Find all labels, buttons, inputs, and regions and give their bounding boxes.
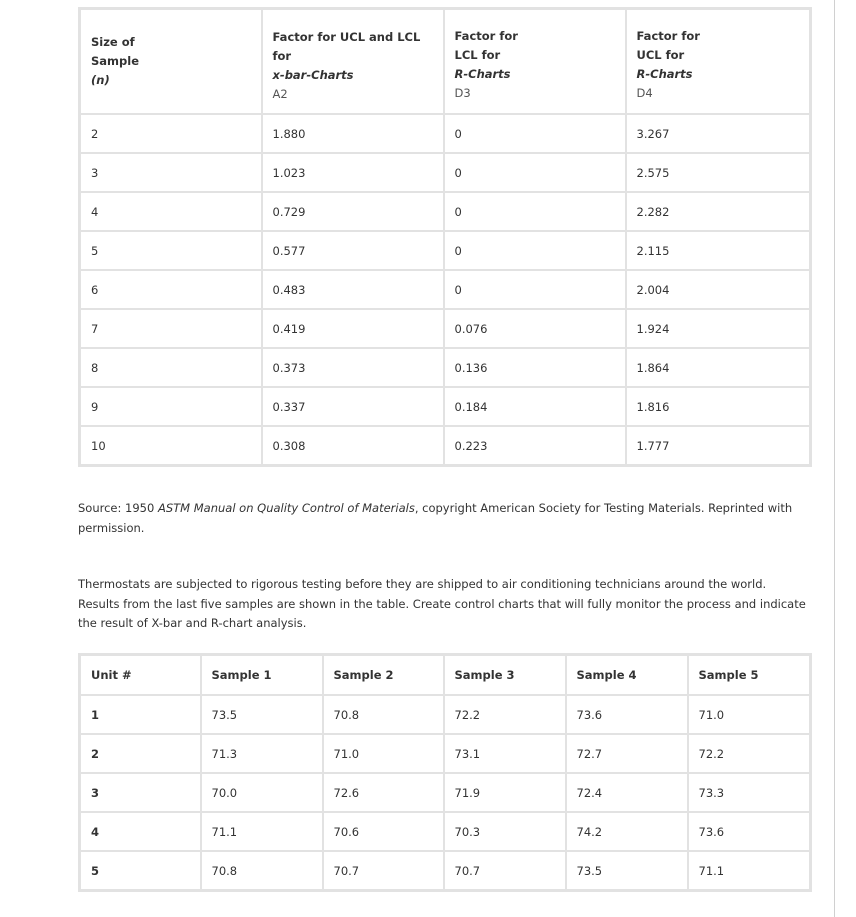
- sample-value-cell: 73.5: [566, 851, 688, 891]
- thermostat-samples-table: [78, 653, 812, 892]
- table-row: [80, 114, 811, 153]
- sample-value-cell: 72.2: [444, 695, 566, 734]
- table-cell: 0.308: [262, 426, 444, 466]
- table-cell: 1.864: [626, 348, 811, 387]
- sample-value-cell: 70.0: [201, 773, 323, 812]
- table-row: [80, 851, 811, 891]
- unit-number-cell: 3: [80, 773, 201, 812]
- sample-value-cell: 71.1: [688, 851, 811, 891]
- control-chart-factors-table: [78, 7, 812, 467]
- page-divider: [834, 0, 835, 917]
- sample-value-cell: 70.7: [323, 851, 444, 891]
- table-row: [80, 695, 811, 734]
- table-cell: 0.729: [262, 192, 444, 231]
- table-row: [80, 153, 811, 192]
- table-cell: 0.419: [262, 309, 444, 348]
- table-cell: 0.337: [262, 387, 444, 426]
- sample-value-cell: 73.3: [688, 773, 811, 812]
- sample-value-cell: 70.6: [323, 812, 444, 851]
- table-cell: 2.575: [626, 153, 811, 192]
- sample-value-cell: 70.3: [444, 812, 566, 851]
- table-row: [80, 773, 811, 812]
- table-row: [80, 309, 811, 348]
- table-row: [80, 426, 811, 466]
- table-cell: 2.115: [626, 231, 811, 270]
- table-row: [80, 348, 811, 387]
- column-header: Sample 5: [688, 655, 811, 696]
- header-d3-factor: Factor for LCL for R-Charts D3: [444, 9, 626, 115]
- table-row: [80, 231, 811, 270]
- table-cell: 9: [80, 387, 262, 426]
- table-row: [80, 387, 811, 426]
- table-cell: 8: [80, 348, 262, 387]
- sample-value-cell: 71.9: [444, 773, 566, 812]
- sample-value-cell: 73.6: [688, 812, 811, 851]
- table-cell: 1.023: [262, 153, 444, 192]
- sample-value-cell: 70.7: [444, 851, 566, 891]
- problem-paragraph: Thermostats are subjected to rigorous testing before they are shipped to air conditioning technicians around the world. Results from the last five samples are shown in the table. Create control charts that will fully monitor the process and indicate the result of X-bar and R-chart analysis.: [78, 577, 806, 630]
- table-cell: 10: [80, 426, 262, 466]
- header-a2-factor: Factor for UCL and LCL for x-bar-Charts A2: [262, 9, 444, 115]
- column-header: Sample 3: [444, 655, 566, 696]
- table-cell: 4: [80, 192, 262, 231]
- table-row: [80, 734, 811, 773]
- table-cell: 1.777: [626, 426, 811, 466]
- source-citation: Source: 1950 ASTM Manual on Quality Control of Materials, copyright American Society for Testing Materials. Reprinted with permission.: [78, 501, 793, 535]
- sample-value-cell: 71.0: [323, 734, 444, 773]
- table-header-row: [80, 9, 811, 115]
- sample-value-cell: 73.6: [566, 695, 688, 734]
- sample-value-cell: 72.4: [566, 773, 688, 812]
- sample-value-cell: 74.2: [566, 812, 688, 851]
- table-cell: 0.373: [262, 348, 444, 387]
- table-cell: 3: [80, 153, 262, 192]
- sample-value-cell: 73.1: [444, 734, 566, 773]
- table-cell: 5: [80, 231, 262, 270]
- table-cell: 1.880: [262, 114, 444, 153]
- table-row: [80, 812, 811, 851]
- table-row: [80, 270, 811, 309]
- table-cell: 0.184: [444, 387, 626, 426]
- column-header: Sample 2: [323, 655, 444, 696]
- unit-number-cell: 5: [80, 851, 201, 891]
- sample-value-cell: 71.0: [688, 695, 811, 734]
- table-cell: 2.282: [626, 192, 811, 231]
- sample-value-cell: 72.6: [323, 773, 444, 812]
- header-d4-factor: Factor for UCL for R-Charts D4: [626, 9, 811, 115]
- table-cell: 0: [444, 270, 626, 309]
- table-cell: 1.924: [626, 309, 811, 348]
- table-cell: 3.267: [626, 114, 811, 153]
- table-cell: 0: [444, 114, 626, 153]
- table-cell: 0.483: [262, 270, 444, 309]
- table-cell: 0.076: [444, 309, 626, 348]
- unit-number-cell: 2: [80, 734, 201, 773]
- unit-number-cell: 1: [80, 695, 201, 734]
- column-header: Unit #: [80, 655, 201, 696]
- table-cell: 1.816: [626, 387, 811, 426]
- table-cell: 0.577: [262, 231, 444, 270]
- sample-value-cell: 70.8: [201, 851, 323, 891]
- table-cell: 2.004: [626, 270, 811, 309]
- table-cell: 0: [444, 192, 626, 231]
- column-header: Sample 4: [566, 655, 688, 696]
- sample-value-cell: 72.7: [566, 734, 688, 773]
- table-row: [80, 192, 811, 231]
- sample-value-cell: 70.8: [323, 695, 444, 734]
- table-cell: 0.223: [444, 426, 626, 466]
- table-cell: 0: [444, 231, 626, 270]
- sample-value-cell: 73.5: [201, 695, 323, 734]
- table-cell: 7: [80, 309, 262, 348]
- header-sample-size: Size of Sample (n): [80, 9, 262, 115]
- sample-value-cell: 72.2: [688, 734, 811, 773]
- unit-number-cell: 4: [80, 812, 201, 851]
- table-cell: 0: [444, 153, 626, 192]
- table-cell: 2: [80, 114, 262, 153]
- sample-value-cell: 71.3: [201, 734, 323, 773]
- sample-value-cell: 71.1: [201, 812, 323, 851]
- table-header-row: [80, 655, 811, 696]
- table-cell: 6: [80, 270, 262, 309]
- table-cell: 0.136: [444, 348, 626, 387]
- column-header: Sample 1: [201, 655, 323, 696]
